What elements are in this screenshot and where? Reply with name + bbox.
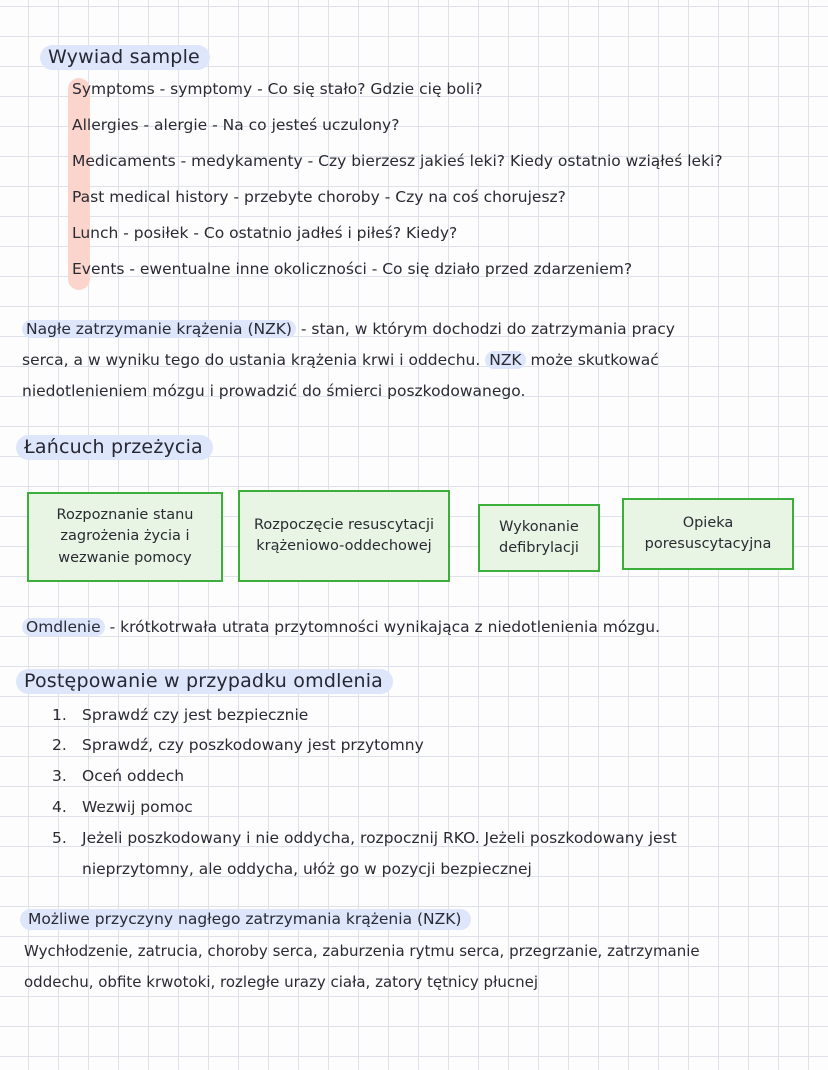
omdlenie-definition: Omdlenie - krótkotrwała utrata przytomności wynikająca z niedotlenienia mózgu. — [22, 612, 660, 643]
list-item: 4. Wezwij pomoc — [52, 798, 193, 816]
chain-box: Rozpoznanie stanu zagrożenia życia i wezwanie pomocy — [27, 492, 223, 582]
sample-item: Events - ewentualne inne okoliczności - Co się działo przed zdarzeniem? — [72, 260, 633, 278]
list-item-continuation: nieprzytomny, ale oddycha, ułóż go w pozycji bezpiecznej — [82, 860, 532, 878]
sample-item: Medicaments - medykamenty - Czy bierzesz jakieś leki? Kiedy ostatnio wziąłeś leki? — [72, 152, 723, 170]
causes-line: Wychłodzenie, zatrucia, choroby serca, zaburzenia rytmu serca, przegrzanie, zatrzymanie — [24, 942, 700, 960]
list-item: 2. Sprawdź, czy poszkodowany jest przytomny — [52, 736, 424, 754]
causes-heading: Możliwe przyczyny nagłego zatrzymania krążenia (NZK) — [20, 910, 471, 928]
procedure-heading: Postępowanie w przypadku omdlenia — [16, 670, 393, 692]
highlight-bar — [68, 78, 90, 290]
nzk-term: Nagłe zatrzymanie krążenia (NZK) — [22, 320, 296, 338]
list-item: 1. Sprawdź czy jest bezpiecznie — [52, 706, 309, 724]
sample-item: Past medical history - przebyte choroby - Czy na coś chorujesz? — [72, 188, 566, 206]
nzk-abbr: NZK — [485, 351, 525, 369]
chain-box: Opieka poresuscytacyjna — [622, 498, 794, 570]
sample-heading: Wywiad sample — [40, 46, 210, 68]
list-item: 3. Oceń oddech — [52, 767, 185, 785]
causes-line: oddechu, obfite krwotoki, rozległe urazy ciała, zatory tętnicy płucnej — [24, 973, 538, 991]
chain-box: Wykonanie defibrylacji — [478, 504, 600, 572]
omdlenie-term: Omdlenie — [22, 618, 105, 636]
sample-item: Lunch - posiłek - Co ostatnio jadłeś i piłeś? Kiedy? — [72, 224, 458, 242]
sample-item: Symptoms - symptomy - Co się stało? Gdzie cię boli? — [72, 80, 483, 98]
list-item: 5. Jeżeli poszkodowany i nie oddycha, rozpocznij RKO. Jeżeli poszkodowany jest — [52, 829, 677, 847]
sample-item: Allergies - alergie - Na co jesteś uczulony? — [72, 116, 400, 134]
chain-box: Rozpoczęcie resuscytacji krążeniowo-oddechowej — [238, 490, 450, 582]
chain-heading: Łańcuch przeżycia — [16, 436, 213, 458]
nzk-definition: Nagłe zatrzymanie krążenia (NZK) - stan, w którym dochodzi do zatrzymania pracy serca, a w wyniku tego do ustania krążenia krwi i oddechu. NZK może skutkować niedotlenieniem mózgu i prowadzić do śmierci poszkodowanego. — [22, 320, 675, 400]
